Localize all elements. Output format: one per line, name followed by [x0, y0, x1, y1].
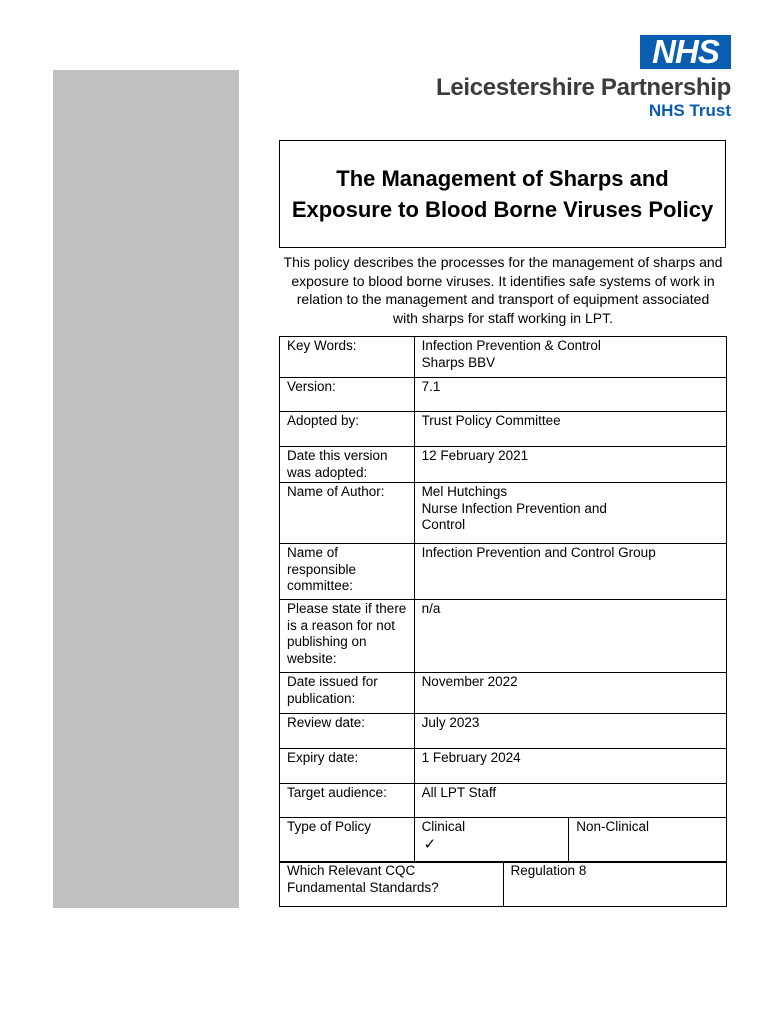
table-row: [280, 818, 727, 863]
expiry-date-label: Expiry date:: [280, 749, 415, 784]
adopted-by-label: Adopted by:: [280, 412, 415, 447]
committee-label: Name of responsible committee:: [280, 544, 415, 600]
policy-description: This policy describes the processes for the management of sharps and exposure to blood borne viruses. It identifies safe systems of work in relation to the management and transport of equipment associated with sharps for staff working in LPT.: [283, 254, 723, 326]
policy-title: The Management of Sharps and Exposure to Blood Borne Viruses Policy: [291, 166, 714, 222]
cqc-standards-table: [279, 861, 727, 907]
grey-sidebar-band: [53, 70, 239, 908]
date-issued-label: Date issued for publication:: [280, 673, 415, 714]
table-row: [280, 673, 727, 714]
title-box: [279, 140, 726, 248]
table-row: [280, 862, 727, 907]
date-adopted-value: 12 February 2021: [414, 447, 726, 483]
table-row: [280, 412, 727, 447]
table-row: [280, 600, 727, 673]
author-value: [414, 483, 726, 544]
date-issued-value: November 2022: [414, 673, 726, 714]
version-value: 7.1: [414, 378, 726, 412]
version-label: Version:: [280, 378, 415, 412]
review-date-value: July 2023: [414, 714, 726, 749]
key-words-value: [414, 337, 726, 378]
key-words-line: Infection Prevention & Control: [421, 338, 601, 353]
cqc-label: Which Relevant CQC Fundamental Standards?: [280, 862, 504, 907]
table-row: [280, 714, 727, 749]
key-words-line: Sharps BBV: [421, 354, 496, 370]
committee-value: Infection Prevention and Control Group: [414, 544, 726, 600]
author-role: Nurse Infection Prevention and Control: [421, 500, 607, 532]
clinical-label: Clinical: [421, 819, 466, 834]
date-adopted-label: Date this version was adopted:: [280, 447, 415, 483]
not-publishing-label: Please state if there is a reason for not publishing on website:: [280, 600, 415, 673]
target-audience-value: All LPT Staff: [414, 784, 726, 818]
author-label: Name of Author:: [280, 483, 415, 544]
checkmark-icon: ✓: [423, 835, 437, 853]
target-audience-label: Target audience:: [280, 784, 415, 818]
table-row: [280, 447, 727, 483]
cqc-value: Regulation 8: [503, 862, 726, 907]
key-words-label: Key Words:: [280, 337, 415, 378]
adopted-by-value: Trust Policy Committee: [414, 412, 726, 447]
table-row: [280, 784, 727, 818]
nhs-logo: NHS: [640, 35, 731, 69]
table-row: [280, 483, 727, 544]
policy-type-non-clinical: Non-Clinical: [569, 818, 727, 863]
organization-name: Leicestershire Partnership: [435, 74, 731, 101]
policy-type-clinical: [414, 818, 569, 863]
review-date-label: Review date:: [280, 714, 415, 749]
table-row: [280, 378, 727, 412]
policy-metadata-table: [279, 336, 727, 863]
author-name: Mel Hutchings: [421, 484, 508, 499]
organization-trust: NHS Trust: [648, 101, 731, 120]
not-publishing-value: n/a: [414, 600, 726, 673]
table-row: [280, 544, 727, 600]
expiry-date-value: 1 February 2024: [414, 749, 726, 784]
table-row: [280, 337, 727, 378]
policy-type-label: Type of Policy: [280, 818, 415, 863]
table-row: [280, 749, 727, 784]
